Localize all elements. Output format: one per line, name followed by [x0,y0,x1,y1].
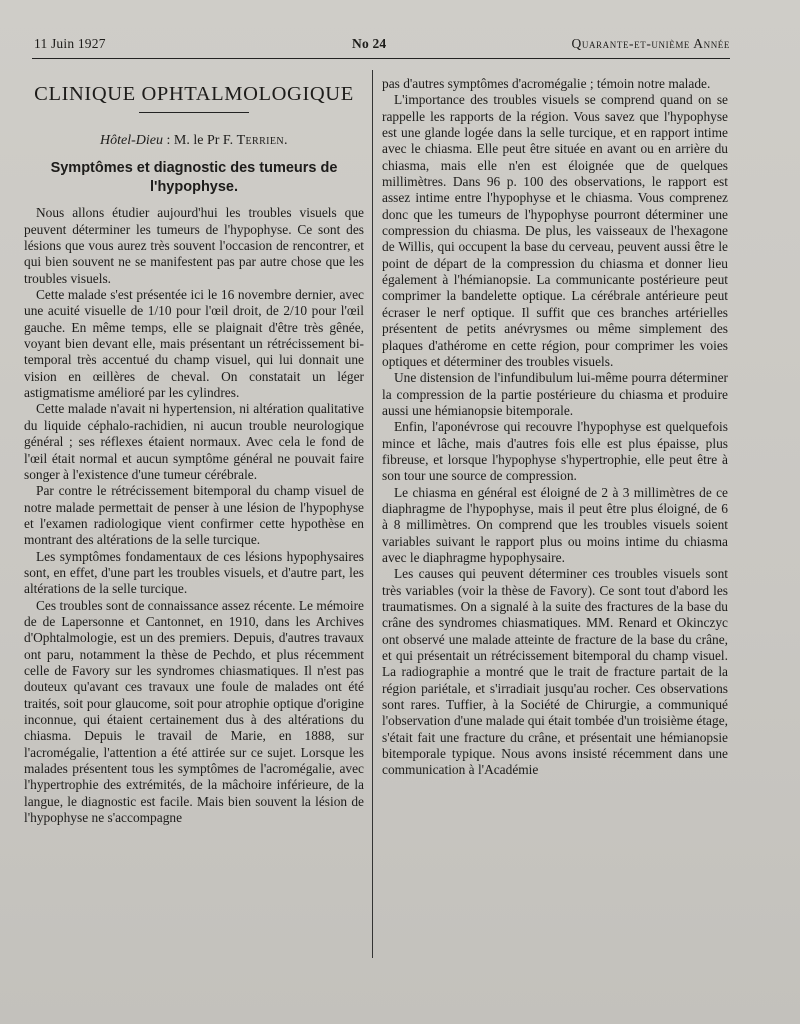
paragraph: Ces troubles sont de connaissance assez récente. Le mémoire de de Lapersonne et Cantonnet, en 1910, dans les Archives d'Ophtalmologie, est un des premiers. Depuis, d'autres travaux ont paru, notamment la thèse de Pechdo, et plus récemment celle de Favory sur les syndromes chiasmatiques. Il n'est pas douteux qu'avant ces travaux une foule de malades ont été traités, soit pour glaucome, soit pour atrophie optique d'origine inconnue, qui étaient certainement dus à des altérations du chiasma. Depuis le travail de Marie, en 1888, sur l'acromégalie, l'attention a été attirée sur ce sujet. Lorsque les malades présentent tous les symptômes de l'acromégalie, avec l'hypertrophie des extrémités, de la mâchoire inférieure, de la langue, le diagnostic est facile. Mais bien souvent la lésion de l'hypophyse ne s'accompagne [24,597,364,826]
title-rule [139,112,249,113]
byline-place: Hôtel-Dieu [100,133,164,148]
paragraph: Une distension de l'infundibulum lui-même pourra déterminer la compression de la partie postérieure du chiasma et produire aussi une hémianopsie bitemporale. [382,370,728,418]
issue-number: No 24 [352,36,387,51]
paragraph: L'importance des troubles visuels se comprend quand on se rappelle les rapports de la région. Vous savez que l'hypophyse est une glande logée dans la selle turcique, et en rapport intime avec le chiasma. Elle peut être située en avant ou en arrière du chiasma, mais elle n'en est éloignée que de quelques millimètres. Dans 96 p. 100 des observations, le rapport est assez intime entre l'hypophyse et le chiasma. Vous comprenez donc que les tumeurs de l'hypophyse pourront déterminer une compression du chiasma. De plus, les vaisseaux de l'hexagone de Willis, qui occupent la base du cerveau, peuvent aussi être le point de départ de la compression du chiasma et donner lieu également à l'hémianopsie. La communicante postérieure peut comprimer la bandelette optique. La cérébrale antérieure peut écraser le nerf optique. Il suffit que ces branches artérielles présentent de petits anévrysmes ou même simplement des plaques d'athérome en cette région, pour comprimer les voies optiques et déterminer des troubles visuels. [382,92,728,369]
right-column [382,76,728,779]
byline-author: Terrien. [236,133,288,148]
paragraph: Nous allons étudier aujourd'hui les troubles visuels que peuvent déterminer les tumeurs de l'hypophyse. Ce sont des lésions que vous aurez très souvent l'occasion de rencontrer, et qui bien souvent ne se manifestent pas par autre chose que les troubles visuels. [24,205,364,286]
header-rule [32,58,730,59]
paragraph: Les causes qui peuvent déterminer ces troubles visuels sont très variables (voir la thèse de Favory). Ce sont tout d'abord les traumatismes. On a signalé à la suite des fractures de la base du crâne des syndromes chiasmatiques. MM. Renard et Okinczyc ont observé une malade atteinte de fracture de la base du crâne, et qui présentait un rétrécissement bitemporal du champ visuel. La radiographie a montré que le trait de fracture partait de la région pariétale, et s'irradiait jusqu'au rocher. Ces observations sont rares. Tuffier, à la Société de Chirurgie, a communiqué l'observation d'une malade qui était tombée d'un troisième étage, s'était fait une fracture du crâne, et présentait une hémianopsie bitemporale typique. Nous avons insisté récemment dans une communication à l'Académie [382,566,728,778]
running-head [34,36,730,56]
article-subject: Symptômes et diagnostic des tumeurs de l'hypophyse. [50,160,338,196]
byline [24,133,364,149]
paragraph: Enfin, l'aponévrose qui recouvre l'hypophyse est quelquefois mince et lâche, mais d'autres fois elle est plus épaisse, plus fibreuse, et lorsque l'hypophyse s'hypertrophie, elle peut être à son tour une source de compression. [382,419,728,484]
paragraph: Cette malade s'est présentée ici le 16 novembre dernier, avec une acuité visuelle de 1/10 pour l'œil droit, de 2/10 pour l'œil gauche. En même temps, elle se plaignait d'être très gênée, voyant bien devant elle, mais présentant un rétrécissement bi-temporal très accentué du champ visuel, qui lui donnait une vision en œillères de cheval. On constatait un léger astigmatisme amélioré par les cylindres. [24,287,364,401]
paragraph: Cette malade n'avait ni hypertension, ni altération qualitative du liquide céphalo-rachidien, ni aucun trouble neurologique général ; ses réflexes étaient normaux. Avec cela le fond de l'œil était normal et aucun symptôme général ne pouvait faire songer à l'existence d'une tumeur cérébrale. [24,401,364,482]
paragraph: Par contre le rétrécissement bitemporal du champ visuel de notre malade permettait de penser à une lésion de l'hypophyse et l'examen radiologique vient confirmer cette hypothèse en montrant des altérations de la selle turcique. [24,483,364,548]
section-title: CLINIQUE OPHTALMOLOGIQUE [34,83,354,105]
issue-date: 11 Juin 1927 [34,36,106,51]
paragraph: Le chiasma en général est éloigné de 2 à 3 millimètres de ce diaphragme de l'hypophyse, mais il peut être plus éloigné, de 6 à 8 millimètres. On comprend que les troubles visuels soient variables suivant le rapport plus ou moins intime du chiasma avec le diaphragme hypophysaire. [382,484,728,565]
publication-year: Quarante-et-unième Année [571,36,730,51]
byline-text: : M. le Pr F. [163,133,237,148]
left-column [24,72,364,826]
paragraph: pas d'autres symptômes d'acromégalie ; témoin notre malade. [382,76,711,91]
column-rule [372,70,373,958]
paragraph: Les symptômes fondamentaux de ces lésions hypophysaires sont, en effet, d'une part les troubles visuels, et d'autre part, les altérations de la selle turcique. [24,548,364,597]
